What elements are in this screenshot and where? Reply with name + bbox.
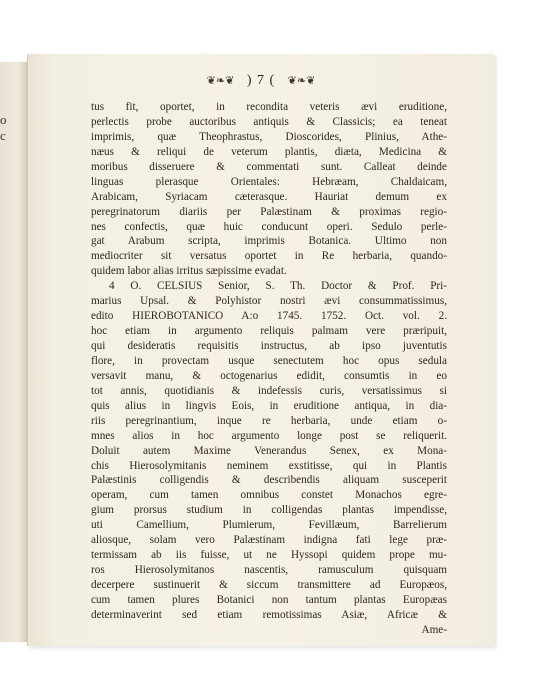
text-line: ros Hierosolymitanos nascentis, ramusculum quisquam: [91, 564, 447, 577]
text-line: moribus disseruere & commentati sunt. Calleat deinde: [91, 160, 447, 173]
page-header: [28, 73, 494, 89]
text-line: chis Hierosolymitanis neminem exstitisse, qui in Plantis: [91, 459, 447, 472]
body-text: [91, 100, 447, 638]
text-line: gium prorsus studium in colligendas plantas impendisse,: [91, 504, 447, 517]
text-line: decerpere sustinuerit & siccum transmittere ad Europæos,: [91, 579, 447, 591]
text-line: tot annis, quotidianis & indefessis curis, versatissimus si: [91, 384, 447, 397]
text-line: 4 O. CELSIUS Senior, S. Th. Doctor & Prof. Pri-: [109, 280, 447, 293]
text-line: versavit manu, & octogenarius edidit, consumtis in eo: [91, 369, 447, 382]
text-line: aliosque, solam vero Palæstinam indigna fati lege præ-: [91, 534, 447, 547]
text-line: operam, cum tamen omnibus constet Monachos egre-: [91, 489, 447, 502]
text-line: hoc etiam in argumento reliquis palmam vere præripuit,: [91, 325, 447, 338]
text-line: peregrinatorum diariis per Palæstinam & proximas regio-: [91, 205, 447, 218]
book-page: [27, 54, 494, 646]
text-line: quis alius in lingvis Eois, in eruditione antiqua, in dia-: [91, 399, 447, 412]
text-line: termissam ab iis fuisse, ut ne Hyssopi quidem prope mu-: [91, 549, 447, 562]
text-line: uti Camellium, Plumierum, Fevillæum, Barrelierum: [91, 519, 447, 532]
text-line: riis peregrinantium, inque re herbaria, unde etiam o-: [91, 414, 447, 427]
page-number: ) 7 (: [246, 73, 276, 88]
text-line: determinaverint sed etiam remotissimas Asiæ, Africæ &: [91, 608, 447, 621]
text-line: marius Upsal. & Polyhistor nostri ævi consummatissimus,: [91, 295, 447, 308]
text-line: edito HIEROBOTANICO A:o 1745. 1752. Oct. vol. 2.: [91, 310, 447, 323]
text-line: Doluit autem Maxime Venerandus Senex, ex Mona-: [91, 444, 447, 457]
text-line: næus & reliqui de veterum plantis, diæta, Medicina &: [91, 145, 447, 158]
text-line: imprimis, quæ Theophrastus, Dioscorides, Plinius, Athe-: [91, 130, 447, 143]
facing-page-fragment: o: [0, 112, 7, 127]
catchword: Ame-: [421, 623, 447, 636]
text-line: nes confectis, quæ huic conducunt operi. Sedulo perle-: [91, 220, 447, 233]
text-line: flore, in provectam usque senectutem hoc opus sedula: [91, 354, 447, 367]
ornament-left-icon: ❦❧❦: [206, 75, 235, 88]
ornament-right-icon: ❦❧❦: [287, 75, 316, 88]
text-line: quidem labor alias irritus sæpissime evadat.: [91, 265, 287, 278]
text-line: tus fit, oportet, in recondita veteris ævi eruditione,: [91, 101, 447, 113]
text-line: perlectis probe auctoribus antiquis & Classicis; ea teneat: [91, 115, 447, 128]
text-line: mnes alios in hoc argumento longe post se reliquerit.: [91, 429, 447, 442]
facing-page-fragment: c: [0, 128, 6, 143]
text-line: gat Arabum scripta, imprimis Botanica. Ultimo non: [91, 235, 447, 248]
text-line: qui desideratis requisitis instructus, ab ipso juventutis: [91, 340, 447, 352]
text-line: cum tamen plures Botanici non tantum plantas Europæas: [91, 593, 447, 606]
text-line: linguas plerasque Orientales: Hebræam, Chaldaicam,: [91, 175, 447, 188]
facing-page-edge: [0, 62, 27, 642]
text-line: Arabicam, Syriacam cæterasque. Hauriat demum ex: [91, 190, 447, 203]
text-line: mediocriter sit versatus oportet in Re herbaria, quando-: [91, 250, 447, 263]
text-line: Palæstinis colligendis & describendis aliquam susceperit: [91, 474, 447, 487]
